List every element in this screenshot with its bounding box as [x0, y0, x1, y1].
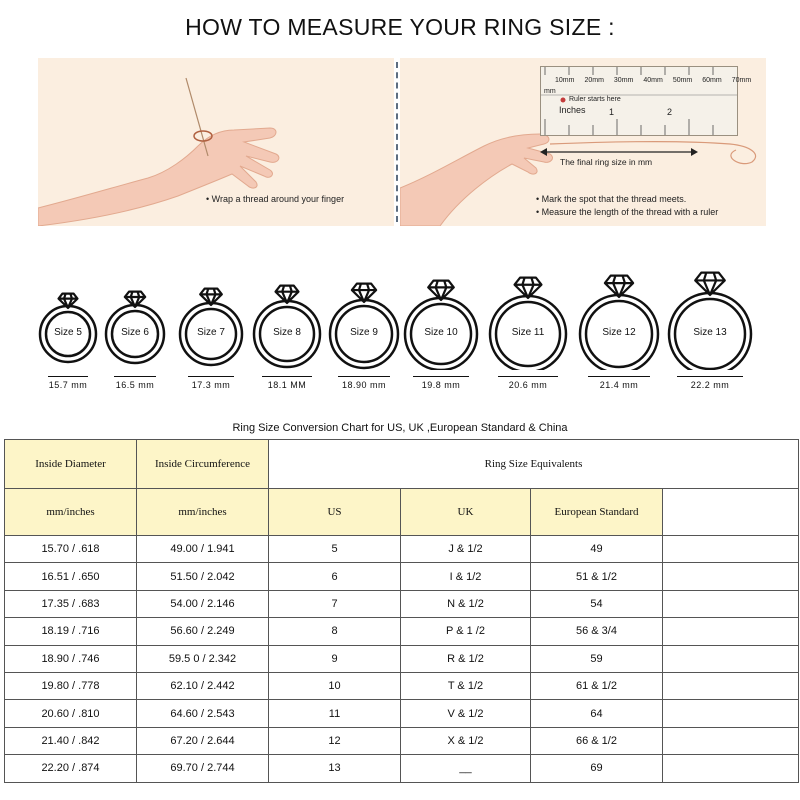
ruler-inches-label: Inches [559, 105, 586, 115]
cell-eu: 56 & 3/4 [531, 618, 663, 645]
header-european: European Standard [531, 489, 663, 536]
header-mm-inches-circumference: mm/inches [137, 489, 269, 536]
instruction-wrap-thread: Wrap a thread around your finger [211, 194, 345, 204]
ring-diameter-line [262, 376, 312, 377]
cell-circ: 69.70 / 2.744 [137, 755, 269, 782]
instruction-measure-thread: Measure the length of the thread with a ruler [541, 207, 719, 217]
cell-dia: 15.70 / .618 [5, 536, 137, 563]
cell-us: 11 [269, 700, 401, 727]
table-row [5, 563, 799, 590]
cell-eu: 49 [531, 536, 663, 563]
ring-size-table [4, 439, 799, 783]
ring-mm-label: 17.3 mm [191, 380, 231, 390]
ruler-final-size-label: The final ring size in mm [560, 157, 653, 167]
cell-blank [663, 645, 799, 672]
cell-dia: 22.20 / .874 [5, 755, 137, 782]
cell-blank [663, 672, 799, 699]
ruler-tick-50: 50mm [672, 77, 693, 84]
ring-size-label: Size 13 [693, 327, 727, 338]
ruler-tick-10: 10mm [555, 77, 575, 84]
ring-mm-label: 22.2 mm [690, 380, 730, 390]
ring-size-label: Size 11 [511, 327, 545, 338]
cell-circ: 67.20 / 2.644 [137, 727, 269, 754]
ring-size-label: Size 8 [273, 327, 301, 338]
ruler-tick-20: 20mm [584, 77, 604, 84]
ring-diameter-line [114, 376, 156, 377]
ring-mm-label: 20.6 mm [508, 380, 548, 390]
cell-blank [663, 700, 799, 727]
ring-diameter-line [588, 376, 650, 377]
header-mm-inches-diameter: mm/inches [5, 489, 137, 536]
ring-diameter-line [48, 376, 88, 377]
panel-divider [396, 62, 398, 222]
ring-size-label: Size 7 [197, 327, 225, 338]
table-row [5, 590, 799, 617]
ruler-tick-70: 70mm [731, 77, 752, 84]
cell-eu: 59 [531, 645, 663, 672]
cell-eu: 61 & 1/2 [531, 672, 663, 699]
table-row [5, 755, 799, 782]
header-uk: UK [401, 489, 531, 536]
cell-blank [663, 727, 799, 754]
cell-uk: V & 1/2 [401, 700, 531, 727]
cell-dia: 20.60 / .810 [5, 700, 137, 727]
cell-uk: I & 1/2 [401, 563, 531, 590]
cell-uk: R & 1/2 [401, 645, 531, 672]
cell-us: 13 [269, 755, 401, 782]
cell-circ: 54.00 / 2.146 [137, 590, 269, 617]
ring-mm-label: 16.5 mm [115, 380, 155, 390]
table-row [5, 700, 799, 727]
measure-panel-wrap: • Mark the spot that the thread meets. • Measure the length of the thread with a ruler [400, 58, 766, 226]
ruler-inch-2: 2 [667, 107, 673, 117]
ring-diameter-line [498, 376, 558, 377]
cell-circ: 64.60 / 2.543 [137, 700, 269, 727]
ruler-inch-1: 1 [609, 107, 615, 117]
ring-size-label: Size 6 [121, 327, 149, 338]
table-body [5, 536, 799, 783]
ring-mm-label: 21.4 mm [599, 380, 639, 390]
cell-dia: 17.35 / .683 [5, 590, 137, 617]
cell-circ: 51.50 / 2.042 [137, 563, 269, 590]
header-inside-circumference: Inside Circumference [137, 440, 269, 489]
cell-us: 12 [269, 727, 401, 754]
cell-eu: 54 [531, 590, 663, 617]
ruler-tick-30: 30mm [613, 77, 634, 84]
cell-us: 8 [269, 618, 401, 645]
cell-blank [663, 536, 799, 563]
ring-mm-label: 18.1 MM [267, 380, 307, 390]
chart-caption: Ring Size Conversion Chart for US, UK ,European Standard & China [232, 422, 568, 434]
ruler [540, 66, 752, 136]
header-us: US [269, 489, 401, 536]
ring-mm-label: 19.8 mm [421, 380, 461, 390]
ring-diameter-line [413, 376, 469, 377]
ring-mm-label: 15.7 mm [48, 380, 88, 390]
cell-blank [663, 590, 799, 617]
cell-blank [663, 618, 799, 645]
cell-us: 10 [269, 672, 401, 699]
cell-dia: 18.90 / .746 [5, 645, 137, 672]
cell-dia: 19.80 / .778 [5, 672, 137, 699]
header-ring-size-equivalents: Ring Size Equivalents [269, 440, 799, 489]
ring-diameter-line [188, 376, 234, 377]
ring-size-label: Size 5 [54, 327, 82, 338]
cell-uk: J & 1/2 [401, 536, 531, 563]
cell-blank [663, 563, 799, 590]
cell-circ: 56.60 / 2.249 [137, 618, 269, 645]
cell-us: 7 [269, 590, 401, 617]
cell-blank [663, 755, 799, 782]
cell-us: 9 [269, 645, 401, 672]
cell-uk: P & 1 /2 [401, 618, 531, 645]
cell-eu: 64 [531, 700, 663, 727]
cell-circ: 62.10 / 2.442 [137, 672, 269, 699]
cell-us: 5 [269, 536, 401, 563]
cell-us: 6 [269, 563, 401, 590]
table-row [5, 727, 799, 754]
cell-dia: 21.40 / .842 [5, 727, 137, 754]
ruler-tick-60: 60mm [702, 77, 722, 84]
table-row [5, 536, 799, 563]
cell-uk: X & 1/2 [401, 727, 531, 754]
instruction-mark-spot: Mark the spot that the thread meets. [541, 194, 687, 204]
cell-circ: 59.5 0 / 2.342 [137, 645, 269, 672]
cell-eu: 51 & 1/2 [531, 563, 663, 590]
table-row [5, 645, 799, 672]
ring-size-label: Size 12 [602, 327, 636, 338]
cell-dia: 18.19 / .716 [5, 618, 137, 645]
ring-mm-label: 18.90 mm [341, 380, 387, 390]
cell-circ: 49.00 / 1.941 [137, 536, 269, 563]
ruler-tick-40: 40mm [643, 77, 663, 84]
header-inside-diameter: Inside Diameter [5, 440, 137, 489]
table-row [5, 672, 799, 699]
cell-uk: T & 1/2 [401, 672, 531, 699]
table-row [5, 618, 799, 645]
cell-dia: 16.51 / .650 [5, 563, 137, 590]
ring-diameter-line [677, 376, 743, 377]
instruction-panel-wrap: • Wrap a thread around your finger [38, 58, 394, 226]
ruler-mm-label: mm [544, 88, 556, 95]
cell-uk: __ [401, 755, 531, 782]
cell-uk: N & 1/2 [401, 590, 531, 617]
cell-eu: 66 & 1/2 [531, 727, 663, 754]
ruler-start-label: Ruler starts here [569, 96, 621, 103]
ring-size-label: Size 10 [424, 327, 458, 338]
ring-diameter-line [338, 376, 390, 377]
page-title: HOW TO MEASURE YOUR RING SIZE : [185, 14, 615, 40]
cell-eu: 69 [531, 755, 663, 782]
header-blank [663, 489, 799, 536]
ring-size-label: Size 9 [350, 327, 378, 338]
ring-13-icon [655, 260, 765, 370]
